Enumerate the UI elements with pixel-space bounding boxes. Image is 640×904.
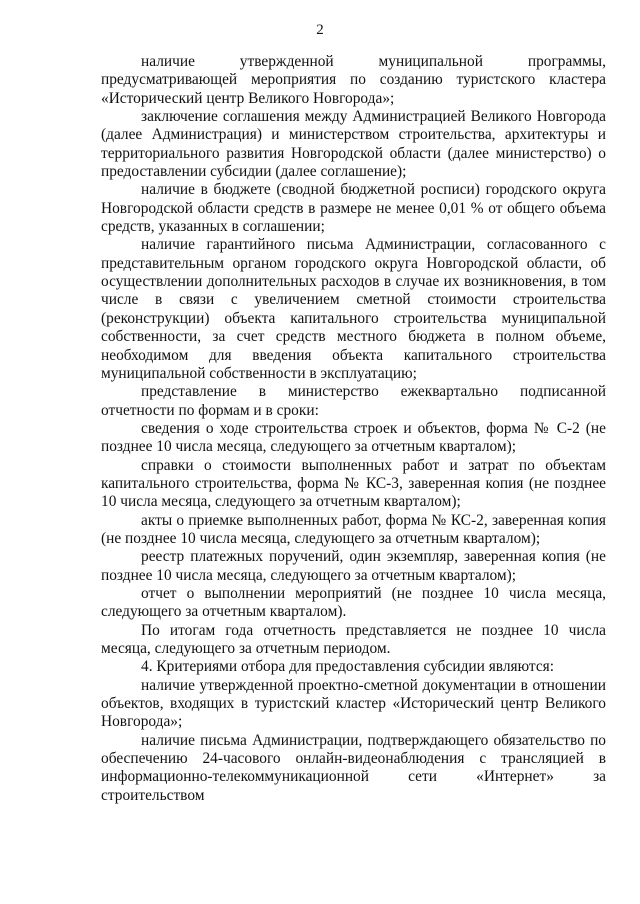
paragraph-report-ks2: акты о приемке выполненных работ, форма № КС-2, заверенная копия (не позднее 10 числа месяца, следующего за отчетным кварталом); [101, 511, 606, 547]
page-number: 2 [316, 22, 324, 38]
paragraph-payment-registry: реестр платежных поручений, один экземпляр, заверенная копия (не позднее 10 числа месяца, следующего за отчетным кварталом); [101, 548, 606, 584]
document-body [101, 53, 606, 805]
paragraph-report-c2: сведения о ходе строительства строек и объектов, форма № С-2 (не позднее 10 числа месяца, следующего за отчетным кварталом); [101, 419, 606, 456]
paragraph-selection-criteria: 4. Критериями отбора для предоставления субсидии являются: [141, 658, 555, 676]
paragraph-design-documentation: наличие утвержденной проектно-сметной документации в отношении объектов, входящих в туристский кластер «Исторический центр Великого Новгорода»; [101, 676, 606, 731]
paragraph-guarantee-letter: наличие гарантийного письма Администрации, согласованного с представительным органом городского округа Новгородской области, об осуществлении дополнительных расходов в случае их возникновения, в том числе в связи с увеличением сметной стоимости строительства (реконструкции) объекта капитального строительства муниципальной собственности, за счет средств местного бюджета в полном объеме, необходимом для введения объекта капитального строительства муниципальной собственности в эксплуатацию; [101, 236, 606, 382]
paragraph-program-condition: наличие утвержденной муниципальной программы, предусматривающей мероприятия по созданию туристского кластера «Исторический центр Великого Новгорода»; [101, 53, 606, 107]
paragraph-annual-report: По итогам года отчетность представляется не позднее 10 числа месяца, следующего за отчетным периодом. [101, 621, 606, 657]
paragraph-video-surveillance: наличие письма Администрации, подтверждающего обязательство по обеспечению 24-часового онлайн-видеонаблюдения с трансляцией в информационно-телекоммуникационной сети «Интернет» за строительством [101, 731, 606, 804]
paragraph-activities-report: отчет о выполнении мероприятий (не позднее 10 числа месяца, следующего за отчетным кварталом). [101, 584, 606, 621]
paragraph-budget-condition: наличие в бюджете (сводной бюджетной росписи) городского округа Новгородской области средств в размере не менее 0,01 % от общего объема средств, указанных в соглашении; [101, 181, 606, 236]
paragraph-agreement-condition: заключение соглашения между Администрацией Великого Новгорода (далее Администрация) и министерством строительства, архитектуры и территориального развития Новгородской области (далее министерство) о предоставлении субсидии (далее соглашение); [101, 108, 606, 181]
paragraph-report-ks3: справки о стоимости выполненных работ и затрат по объектам капитального строительства, форма № КС-3, заверенная копия (не позднее 10 числа месяца, следующего за отчетным кварталом); [101, 456, 606, 511]
paragraph-reporting: представление в министерство ежеквартально подписанной отчетности по формам и в сроки: [101, 383, 606, 419]
